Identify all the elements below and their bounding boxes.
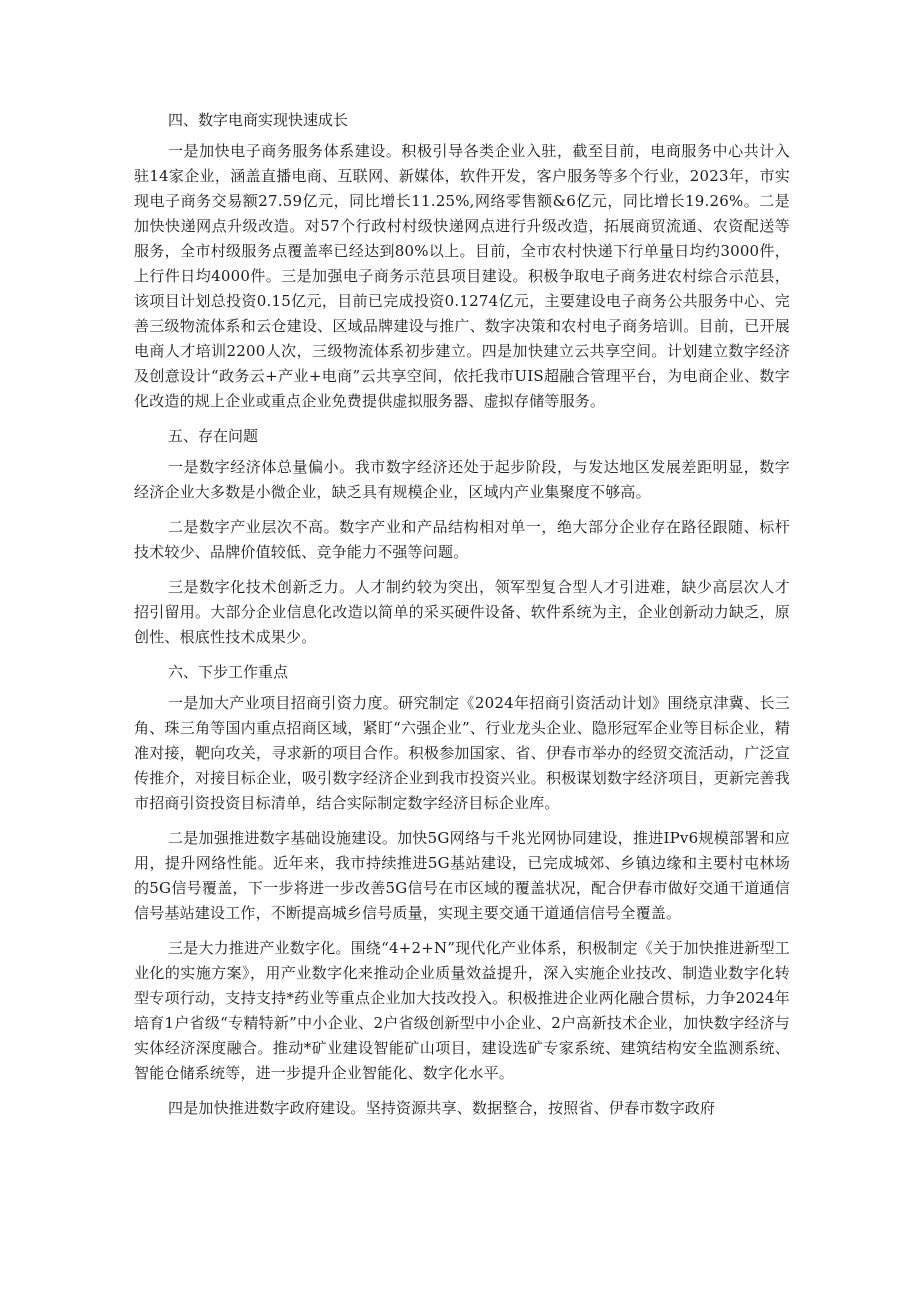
body-paragraph: 三是数字化技术创新乏力。人才制约较为突出，领军型复合型人才引进难，缺少高层次人才招引留用。大部分企业信息化改造以简单的采买硬件设备、软件系统为主，企业创新动力缺乏，原创性、根底性技术成果少。: [134, 578, 790, 646]
body-paragraph: 一是加快电子商务服务体系建设。积极引导各类企业入驻，截至目前，电商服务中心共计入驻14家企业，涵盖直播电商、互联网、新媒体，软件开发，客户服务等多个行业，2023年，市实现电子商务交易额27.59亿元，同比增长11.25%,网络零售额&6亿元，同比增长19.26%。二是加快快递网点升级改造。对57个行政村村级快递网点进行升级改造，拓展商贸流通、农资配送等服务，全市村级服务点覆盖率已经达到80%以上。目前，全市农村快递下行单量日均约3000件，上行件日均4000件。三是加强电子商务示范县项目建设。积极争取电子商务进农村综合示范县，该项目计划总投资0.15亿元，目前已完成投资0.1274亿元，主要建设电子商务公共服务中心、完善三级物流体系和云仓建设、区域品牌建设与推广、数字决策和农村电子商务培训。目前，已开展电商人才培训2200人次，三级物流体系初步建立。四是加快建立云共享空间。计划建立数字经济及创意设计“政务云+产业+电商”云共享空间，依托我市UIS超融合管理平台，为电商企业、数字化改造的规上企业或重点企业免费提供虚拟服务器、虚拟存储等服务。: [134, 142, 790, 410]
body-paragraph: 二是数字产业层次不高。数字产业和产品结构相对单一，绝大部分企业存在路径跟随、标杆技术较少、品牌价值较低、竞争能力不强等问题。: [134, 518, 790, 561]
section-heading: 四、数字电商实现快速成长: [168, 111, 349, 129]
body-paragraph: 一是加大产业项目招商引资力度。研究制定《2024年招商引资活动计划》围绕京津冀、长三角、珠三角等国内重点招商区域，紧盯“六强企业”、行业龙头企业、隐形冠军企业等目标企业，精准对接，靶向攻关，寻求新的项目合作。积极参加国家、省、伊春市举办的经贸交流活动，广泛宣传推介，对接目标企业，吸引数字经济企业到我市投资兴业。积极谋划数字经济项目，更新完善我市招商引资投资目标清单，结合实际制定数字经济目标企业库。: [134, 694, 790, 812]
body-paragraph: 二是加强推进数字基础设施建设。加快5G网络与千兆光网协同建设，推进IPv6规模部署和应用，提升网络性能。近年来，我市持续推进5G基站建设，已完成城郊、乡镇边缘和主要村屯林场的5G信号覆盖，下一步将进一步改善5G信号在市区域的覆盖状况，配合伊春市做好交通干道通信信号基站建设工作，不断提高城乡信号质量，实现主要交通干道通信信号全覆盖。: [134, 829, 790, 922]
section-heading: 五、存在问题: [168, 427, 259, 445]
body-paragraph: 四是加快推进数字政府建设。坚持资源共享、数据整合，按照省、伊春市数字政府: [168, 1099, 716, 1117]
body-paragraph: 三是大力推进产业数字化。围绕“4+2+N”现代化产业体系，积极制定《关于加快推进新型工业化的实施方案》，用产业数字化来推动企业质量效益提升，深入实施企业技改、制造业数字化转型专项行动，支持支持*药业等重点企业加大技改投入。积极推进企业两化融合贯标，力争2024年培育1户省级“专精特新”中小企业、2户省级创新型中小企业、2户高新技术企业，加快数字经济与实体经济深度融合。推动*矿业建设智能矿山项目，建设选矿专家系统、建筑结构安全监测系统、智能仓储系统等，进一步提升企业智能化、数字化水平。: [134, 939, 790, 1082]
section-heading: 六、下步工作重点: [168, 663, 289, 681]
document-page: [134, 108, 790, 1121]
body-paragraph: 一是数字经济体总量偏小。我市数字经济还处于起步阶段，与发达地区发展差距明显，数字经济企业大多数是小微企业，缺乏具有规模企业，区域内产业集聚度不够高。: [134, 458, 790, 501]
